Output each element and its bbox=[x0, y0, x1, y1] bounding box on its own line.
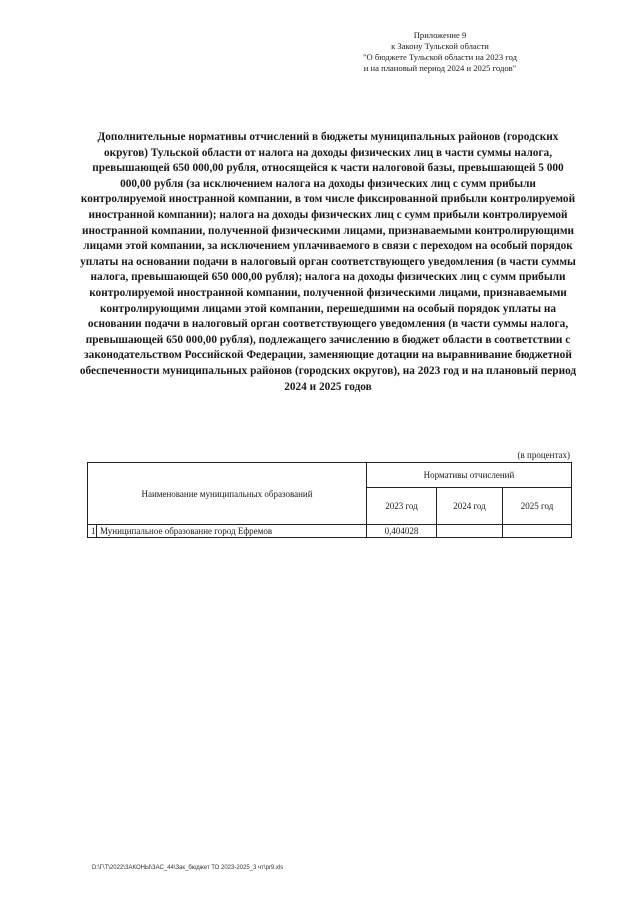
table-header-row bbox=[88, 463, 572, 488]
table-row bbox=[88, 525, 572, 538]
appendix-header bbox=[340, 30, 540, 74]
norms-table bbox=[87, 462, 572, 538]
row-value-2023: 0,404028 bbox=[367, 525, 437, 538]
file-path-footer: D:\Г\Т\2022\ЗАКОНЫ\ЗАС_44\Зак_бюджет ТО 2023-2025_3 чт\pr9.xls bbox=[92, 865, 284, 871]
header-municipality-name: Наименование муниципальных образований bbox=[88, 463, 367, 525]
row-value-2025 bbox=[503, 525, 572, 538]
header-year-2024: 2024 год bbox=[437, 488, 503, 525]
appendix-line-4: и на плановый период 2024 и 2025 годов" bbox=[363, 63, 517, 73]
header-norms: Нормативы отчислений bbox=[367, 463, 572, 488]
row-number: 1 bbox=[88, 525, 97, 538]
appendix-line-2: к Закону Тульской области bbox=[391, 41, 489, 51]
header-year-2025: 2025 год bbox=[503, 488, 572, 525]
row-municipality-name: Муниципальное образование город Ефремов bbox=[97, 525, 367, 538]
document-title: Дополнительные нормативы отчислений в бюджеты муниципальных районов (городских округов) Тульской области от налога на доходы физических лиц в части суммы налога, превышающей 650 000,00 рубля, относящейся к части налоговой базы, превышающей 5 000 000,00 рубля (за исключением налога на доходы физических лиц с сумм прибыли контролируемой иностранной компании, в том числе фиксированной прибыли контролируемой иностранной компании); налога на доходы физических лиц с сумм прибыли контролируемой иностранной компании, полученной физическими лицами, признаваемыми контролирующими лицами этой компании, за исключением уплачиваемого в связи с переходом на особый порядок уплаты на основании подачи в налоговый орган соответствующего уведомления (в части суммы налога, превышающей 650 000,00 рубля); налога на доходы физических лиц с сумм прибыли контролируемой иностранной компании, полученной физическими лицами, признаваемыми контролирующими лицами этой компании, перешедшими на особый порядок уплаты на основании подачи в налоговый орган соответствующего уведомления (в части суммы налога, превышающей 650 000,00 рубля), подлежащего зачислению в бюджет области в соответствии с законодательством Российской Федерации, заменяющие дотации на выравнивание бюджетной обеспеченности муниципальных районов (городских округов), на 2023 год и на плановый период 2024 и 2025 годов bbox=[79, 131, 577, 393]
header-year-2023: 2023 год bbox=[367, 488, 437, 525]
units-note: (в процентах) bbox=[517, 450, 570, 460]
row-value-2024 bbox=[437, 525, 503, 538]
appendix-line-3: "О бюджете Тульской области на 2023 год bbox=[363, 52, 517, 62]
appendix-line-1: Приложение 9 bbox=[413, 30, 467, 40]
